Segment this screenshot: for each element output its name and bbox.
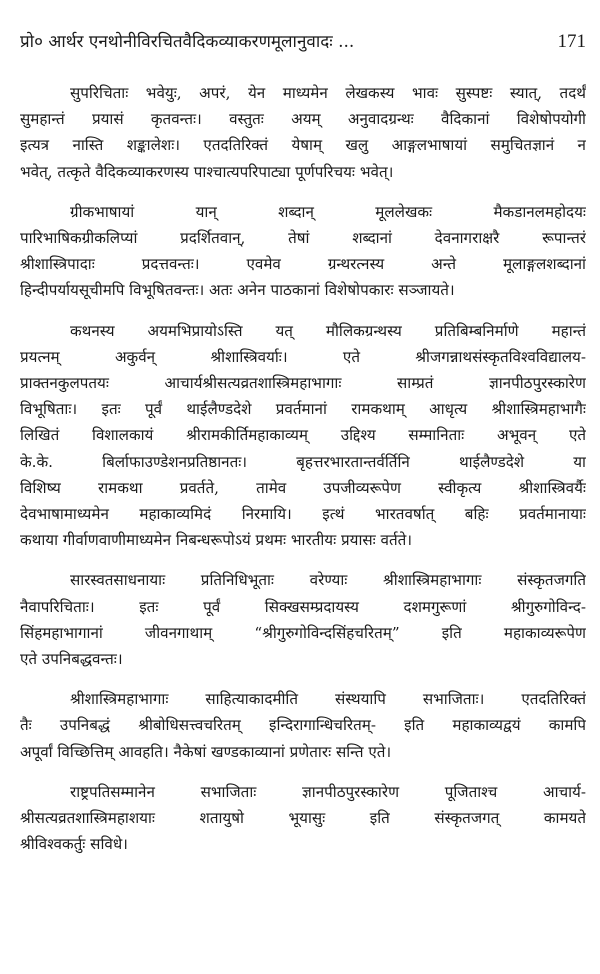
text-line: के.के. बिर्लाफाउण्डेशनप्रतिष्ठानतः। बृहत्तरभारतान्तर्वर्तिनि थाईलैण्डदेशे या bbox=[20, 452, 586, 471]
running-header bbox=[20, 30, 586, 54]
text-line: भवेत्, तत्कृते वैदिकव्याकरणस्य पाश्चात्यपरिपाट्या पूर्णपरिचयः भवेत्। bbox=[20, 162, 394, 181]
text-line: सुपरिचिताः भवेयुः, अपरं, येन माध्यमेन लेखकस्य भावः सुस्पष्टः स्यात्, तदर्थं bbox=[70, 84, 586, 102]
text-line: सुमहान्तं प्रयासं कृतवन्तः। वस्तुतः अयम् अनुवादग्रन्थः वैदिकानां विशेषोपयोगी bbox=[20, 110, 586, 129]
text-line: इत्यत्र नास्ति शङ्कालेशः। एतदतिरिक्तं येषाम् खलु आङ्गलभाषायां समुचितज्ञानं न bbox=[20, 136, 586, 155]
paragraph bbox=[20, 318, 586, 554]
text-line: श्रीशास्त्रिपादाः प्रदत्तवन्तः। एवमेव ग्रन्थरत्नस्य अन्ते मूलाङ्गलशब्दानां bbox=[20, 255, 586, 274]
text-line: सिंहमहाभागानां जीवनगाथाम् “श्रीगुरुगोविन्दसिंहचरितम्” इति महाकाव्यरूपेण bbox=[20, 623, 586, 642]
text-line: श्रीशास्त्रिमहाभागाः साहित्याकादमीति संस्थयापि सभाजिताः। एतदतिरिक्तं bbox=[70, 690, 586, 709]
text-line: लिखितं विशालकायं श्रीरामकीर्तिमहाकाव्यम् उद्दिश्य सम्मानिताः अभूवन् एते bbox=[20, 426, 586, 445]
text-line: एते उपनिबद्धवन्तः। bbox=[20, 650, 123, 669]
text-line: देवभाषामाध्यमेन महाकाव्यमिदं निरमायि। इत्थं भारतवर्षात् बहिः प्रवर्तमानायाः bbox=[20, 505, 586, 524]
text-line: अपूर्वां विच्छित्तिम् आवहति। नैकेषां खण्डकाव्यानां प्रणेतारः सन्ति एते। bbox=[20, 742, 392, 761]
text-line: प्रयत्नम् अकुर्वन् श्रीशास्त्रिवर्याः। एते श्रीजगन्नाथसंस्कृतविश्वविद्यालय- bbox=[20, 347, 586, 366]
paragraph bbox=[20, 80, 586, 185]
text-line: हिन्दीपर्यायसूचीमपि विभूषितवन्तः। अतः अनेन पाठकानां विशेषोपकारः सञ्जायते। bbox=[20, 281, 455, 300]
paragraph bbox=[20, 567, 586, 672]
text-line: सारस्वतसाधनायाः प्रतिनिधिभूताः वरेण्याः श्रीशास्त्रिमहाभागाः संस्कृतजगति bbox=[70, 571, 586, 590]
page-number: 171 bbox=[557, 31, 586, 52]
running-title: प्रो० आर्थर एनथोनीविरचितवैदिकव्याकरणमूलानुवादः ... bbox=[20, 32, 355, 52]
page-body bbox=[20, 80, 586, 857]
text-line: श्रीसत्यव्रतशास्त्रिमहाशयाः शतायुषो भूयासुः इति संस्कृतजगत् कामयते bbox=[20, 809, 586, 828]
text-line: श्रीविश्वकर्तुः सविधे। bbox=[20, 835, 128, 854]
text-line: तैः उपनिबद्धं श्रीबोधिसत्त्वचरितम् इन्दिरागान्धिचरितम्- इति महाकाव्यद्वयं कामपि bbox=[20, 716, 586, 735]
text-line: विशिष्य रामकथा प्रवर्तते, तामेव उपजीव्यरूपेण स्वीकृत्य श्रीशास्त्रिवर्यैः bbox=[20, 478, 586, 497]
paragraph bbox=[20, 199, 586, 304]
text-line: नैवापरिचिताः। इतः पूर्वं सिक्खसम्प्रदायस्य दशमगुरूणां श्रीगुरुगोविन्द- bbox=[20, 597, 586, 616]
paragraph bbox=[20, 779, 586, 858]
text-line: कथाया गीर्वाणवाणीमाध्यमेन निबन्धरूपोऽयं प्रथमः भारतीयः प्रयासः वर्तते। bbox=[20, 531, 413, 550]
paragraph bbox=[20, 686, 586, 765]
text-line: पारिभाषिकग्रीकलिप्यां प्रदर्शितवान्, तेषां शब्दानां देवनागराक्षरै रूपान्तरं bbox=[20, 229, 586, 248]
text-line: कथनस्य अयमभिप्रायोऽस्ति यत् मौलिकग्रन्थस्य प्रतिबिम्बनिर्माणे महान्तं bbox=[70, 321, 586, 340]
text-line: ग्रीकभाषायां यान् शब्दान् मूललेखकः मैकडानलमहोदयः bbox=[70, 202, 586, 221]
text-line: राष्ट्रपतिसम्मानेन सभाजिताः ज्ञानपीठपुरस्कारेण पूजिताश्च आचार्य- bbox=[70, 782, 586, 801]
text-line: प्राक्तनकुलपतयः आचार्यश्रीसत्यव्रतशास्त्रिमहाभागाः साम्प्रतं ज्ञानपीठपुरस्कारेण bbox=[20, 374, 586, 393]
text-line: विभूषिताः। इतः पूर्वं थाईलैण्डदेशे प्रवर्तमानां रामकथाम् आधृत्य श्रीशास्त्रिमहाभागैः bbox=[20, 400, 586, 419]
